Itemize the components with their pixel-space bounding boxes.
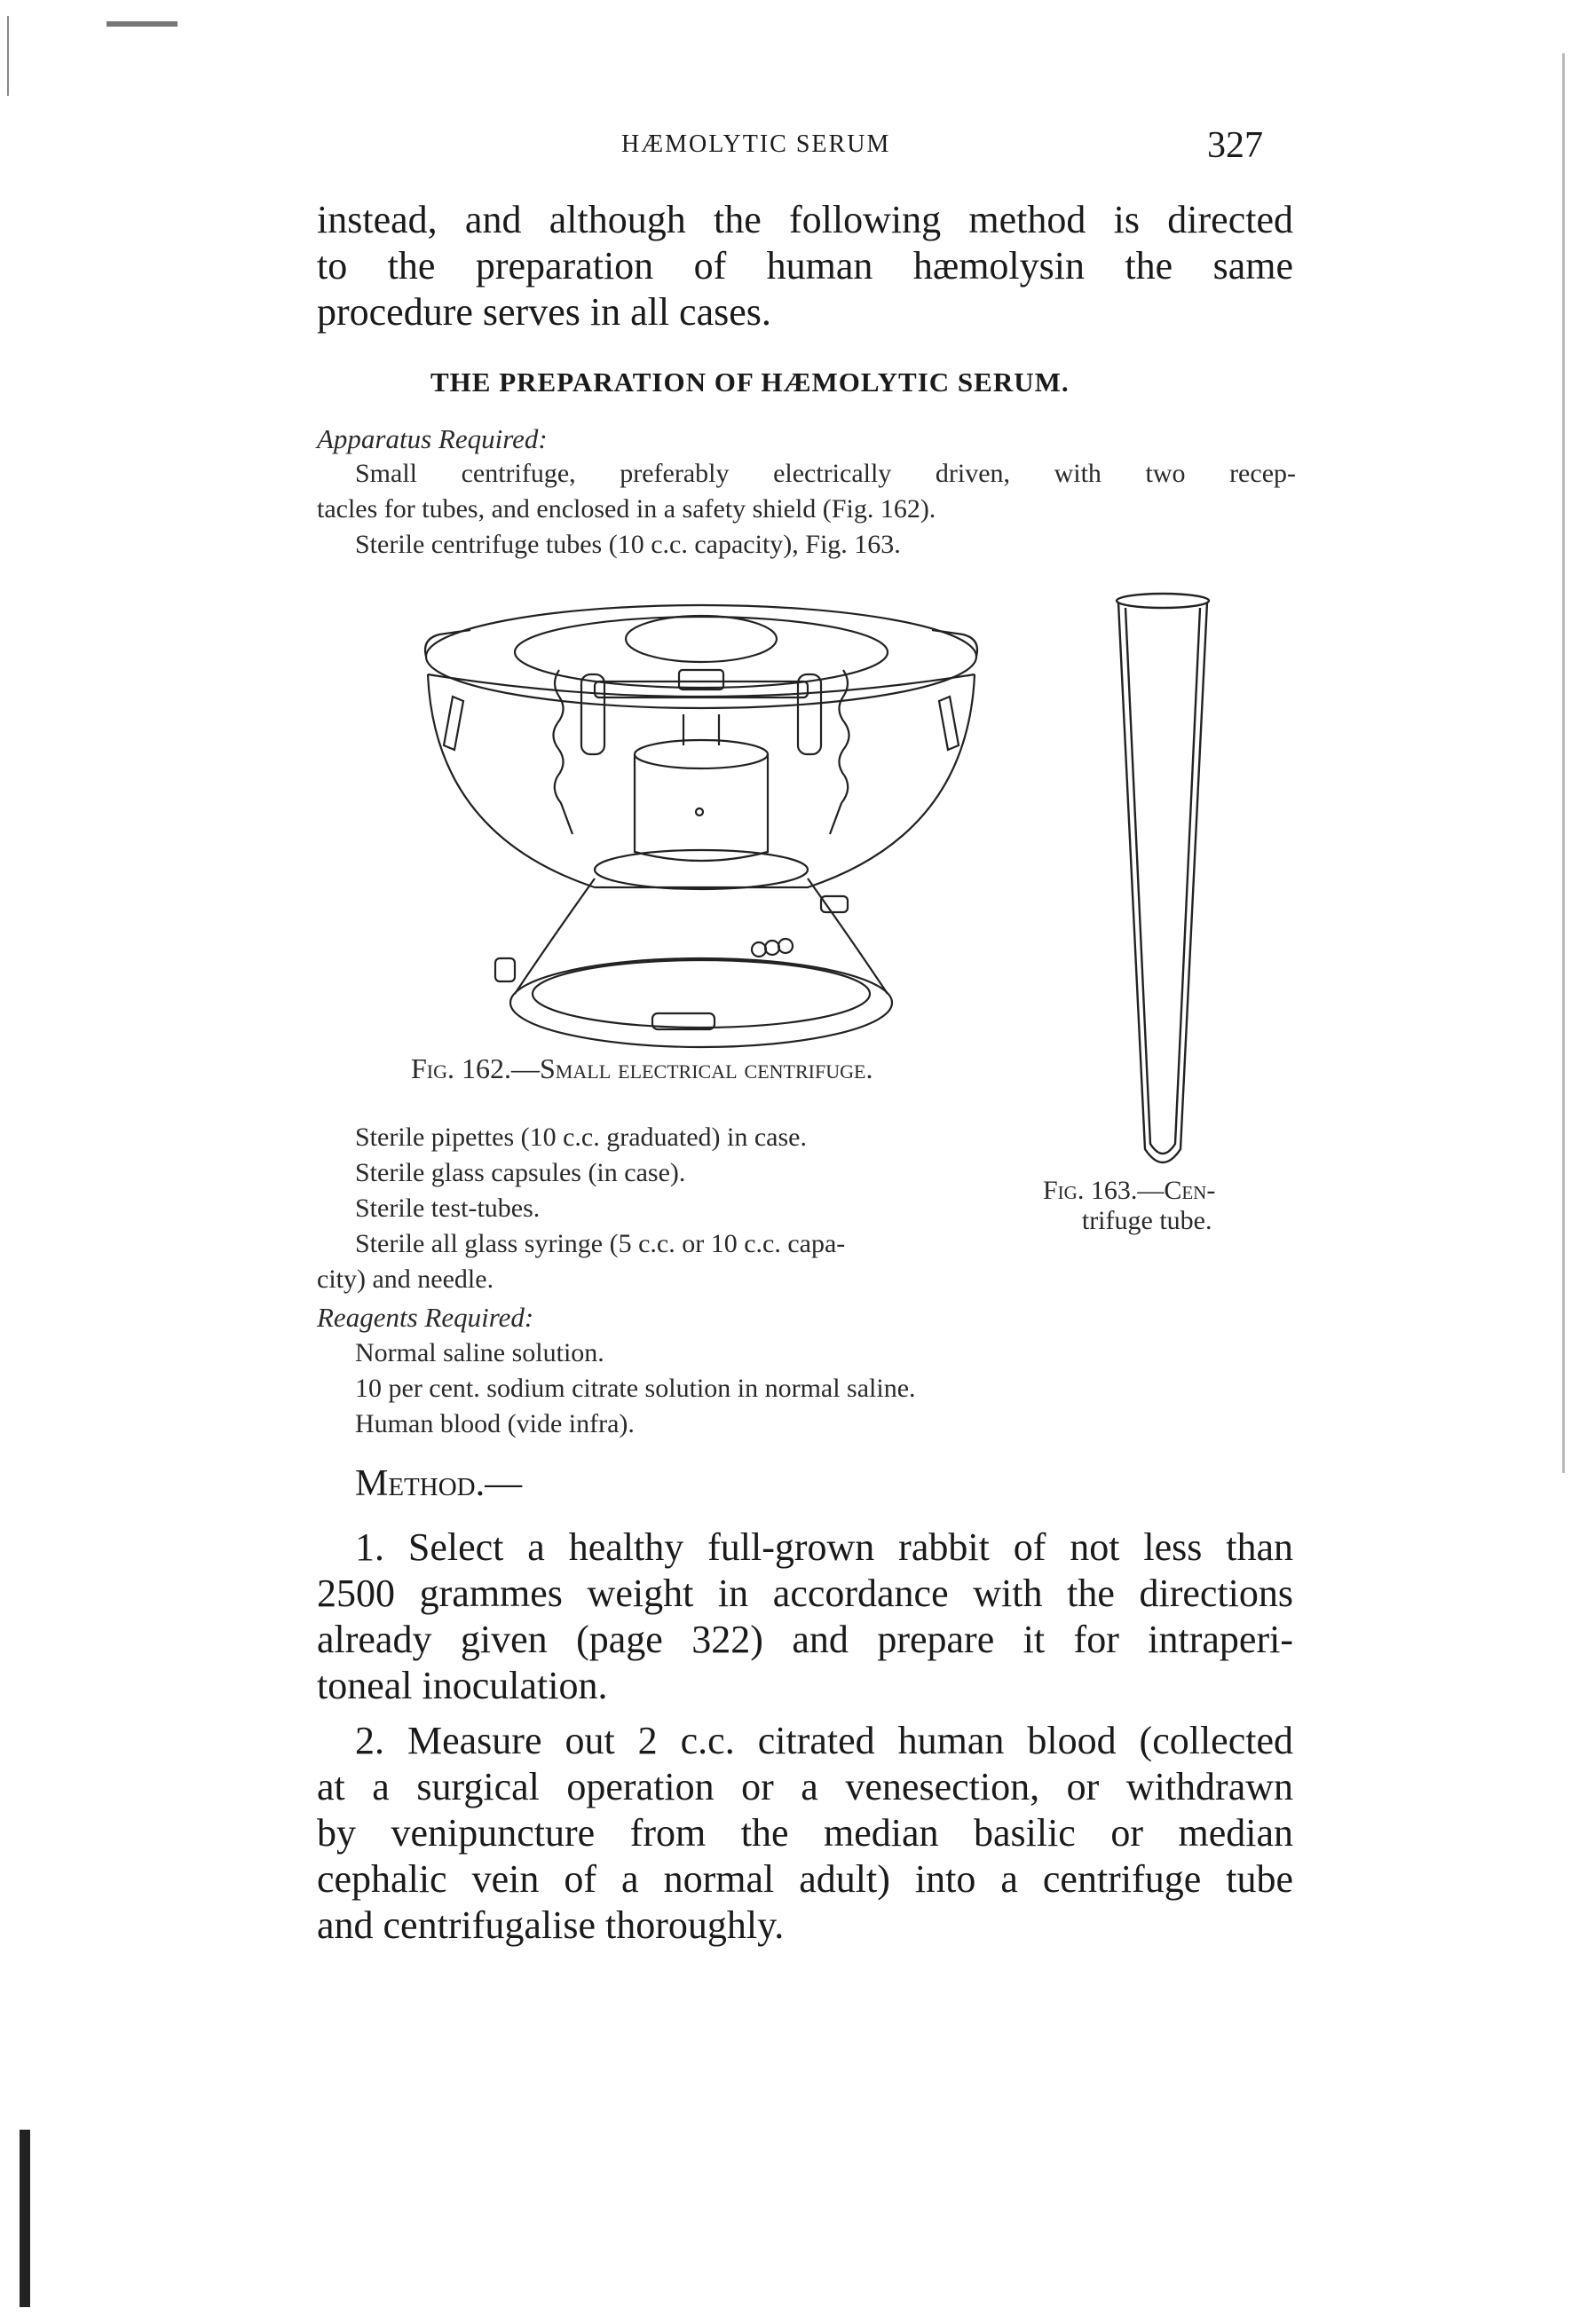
rotor-hub: [679, 670, 723, 689]
centrifuge-tube-illustration: [1109, 590, 1216, 1176]
step-2-paragraph: [317, 1718, 1293, 1949]
terminal-3: [778, 939, 793, 953]
reagents-label: Reagents Required:: [317, 1302, 534, 1333]
reagents-line-1: Normal saline solution.: [355, 1338, 604, 1367]
motor-top: [635, 740, 768, 768]
intro-line-3: procedure serves in all cases.: [317, 290, 771, 334]
motor-screw: [696, 808, 703, 815]
figure-162-caption-text: Fig. 162.—Small electrical centrifuge.: [411, 1052, 873, 1084]
tube-holder-left: [581, 674, 604, 754]
figure-163-caption-line-1: Fig. 163.—Cen-: [1043, 1176, 1216, 1205]
tube-holder-right: [798, 674, 821, 754]
safety-bowl: [428, 674, 975, 887]
apparatus-line-3: Sterile centrifuge tubes (10 c.c. capacity), Fig. 163.: [355, 530, 901, 559]
bowl-handle-left: [444, 697, 463, 750]
scan-mark-right: [1562, 53, 1565, 1473]
step-2-line-3: by venipuncture from the median basilic or median: [317, 1811, 1293, 1855]
scan-mark-left-bottom: [20, 2130, 30, 2307]
figure-163-caption: [1043, 1176, 1215, 1236]
more-apparatus-line-3: Sterile test-tubes.: [355, 1194, 541, 1223]
apparatus-line-2: tacles for tubes, and enclosed in a safety shield (Fig. 162).: [317, 494, 936, 524]
lid-inner-ring: [515, 617, 888, 688]
intro-paragraph: [317, 197, 1293, 335]
tube-outer-wall: [1118, 603, 1207, 1162]
tube-inner-wall: [1125, 608, 1200, 1154]
bowl-handle-right: [939, 697, 959, 750]
more-apparatus-line-2: Sterile glass capsules (in case).: [355, 1158, 686, 1187]
reagents-list: [317, 1335, 916, 1442]
page-number: 327: [1207, 125, 1263, 166]
apparatus-line-1: Small centrifuge, preferably electrically driven, with two recep-: [355, 459, 1296, 488]
figure-163-caption-line-2: trifuge tube.: [1081, 1206, 1212, 1235]
step-1-line-1: 1. Select a healthy full-grown rabbit of not less than: [355, 1525, 1293, 1569]
reagents-line-3: Human blood (vide infra).: [355, 1409, 635, 1438]
terminal-1: [752, 942, 766, 957]
lid-clamp-left: [425, 630, 470, 657]
method-label: Method.—: [355, 1463, 523, 1504]
step-1-paragraph: [317, 1524, 1293, 1709]
apparatus-list: [317, 456, 1296, 563]
base-collar: [595, 850, 808, 889]
section-heading: THE PREPARATION OF HÆMOLYTIC SERUM.: [430, 366, 1070, 398]
lid-center-disc: [626, 616, 777, 662]
base-foot-inner: [533, 960, 870, 1028]
scan-mark-top-left: [7, 16, 9, 96]
tube-lip: [1117, 594, 1209, 608]
more-apparatus-line-1: Sterile pipettes (10 c.c. graduated) in case.: [355, 1123, 807, 1152]
scan-mark-top: [107, 21, 178, 27]
more-apparatus-line-5: city) and needle.: [317, 1264, 494, 1294]
running-title: HÆMOLYTIC SERUM: [621, 130, 891, 158]
intro-line-2: to the preparation of human hæmolysin the same: [317, 244, 1293, 288]
lid-clamp-right: [932, 630, 977, 657]
centrifuge-illustration: [417, 603, 985, 1056]
step-2-line-2: at a surgical operation or a venesection, or withdrawn: [317, 1765, 1293, 1808]
step-2-line-4: cephalic vein of a normal adult) into a centrifuge tube: [317, 1857, 1293, 1901]
knob-left: [495, 958, 515, 981]
step-2-line-5: and centrifugalise thoroughly.: [317, 1903, 785, 1947]
lid-outer-rim: [426, 605, 976, 708]
apparatus-label: Apparatus Required:: [317, 423, 548, 454]
more-apparatus-list: [317, 1120, 845, 1297]
figure-162-caption: [411, 1052, 873, 1085]
step-1-line-3: already given (page 322) and prepare it for intraperi-: [317, 1618, 1293, 1661]
step-1-line-4: toneal inoculation.: [317, 1664, 608, 1707]
reagents-line-2: 10 per cent. sodium citrate solution in normal saline.: [355, 1374, 916, 1403]
intro-line-1: instead, and although the following method is directed: [317, 198, 1293, 241]
more-apparatus-line-4: Sterile all glass syringe (5 c.c. or 10 c.c. capa-: [355, 1229, 846, 1258]
motor-body: [635, 754, 768, 861]
base-foot: [510, 958, 892, 1047]
terminal-2: [765, 941, 779, 955]
step-2-line-1: 2. Measure out 2 c.c. citrated human blood (collected: [355, 1719, 1293, 1762]
step-1-line-2: 2500 grammes weight in accordance with the directions: [317, 1572, 1293, 1615]
